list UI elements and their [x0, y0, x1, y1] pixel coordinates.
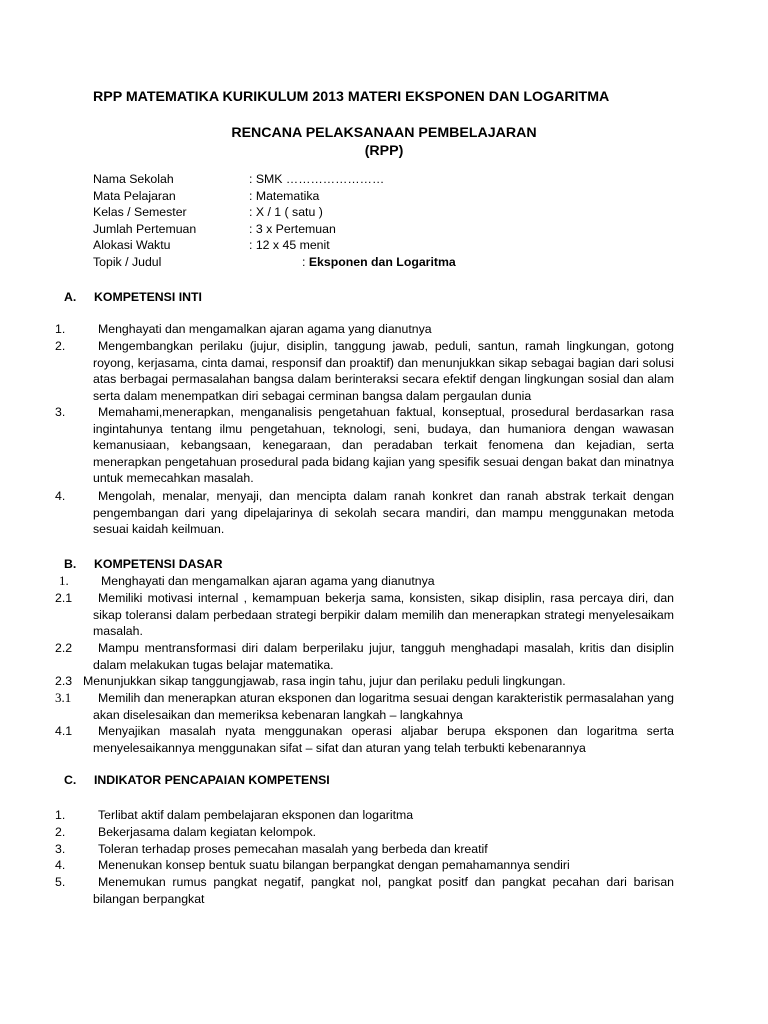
- list-item: [55, 857, 674, 874]
- identity-value-prefix: :: [302, 254, 309, 269]
- identity-label: Mata Pelajaran: [93, 188, 176, 203]
- item-text: Menunjukkan sikap tanggungjawab, rasa ingin tahu, jujur dan perilaku peduli lingkungan.: [83, 674, 566, 688]
- item-text: Terlibat aktif dalam pembelajaran eksponen dan logaritma: [98, 808, 414, 822]
- list-item: [55, 723, 674, 756]
- item-number: 5.: [55, 875, 66, 889]
- section-b-heading: [64, 556, 222, 573]
- item-text: Menemukan rumus pangkat negatif, pangkat nol, pangkat positf dan pangkat pecahan dari barisan bilangan berpangkat: [93, 875, 674, 906]
- item-text: Menyajikan masalah nyata menggunakan operasi aljabar berupa eksponen dan logaritma serta menyelesaikannya menggunakan sifat – sifat dan aturan yang telah terbukti kebenarannya: [93, 724, 674, 755]
- identity-label: Nama Sekolah: [93, 172, 174, 186]
- item-number: 2.1: [55, 591, 73, 605]
- list-item: [55, 690, 674, 723]
- identity-value: : 12 x 45 menit: [249, 238, 330, 252]
- section-title: KOMPETENSI INTI: [94, 290, 202, 304]
- item-number: 1.: [55, 808, 66, 822]
- item-number: 3.: [55, 842, 66, 856]
- item-number: 2.: [55, 825, 66, 839]
- item-number: 3.: [55, 405, 66, 419]
- list-item: [55, 841, 674, 858]
- item-number: 2.3: [55, 674, 73, 688]
- identity-label: Alokasi Waktu: [93, 238, 171, 252]
- item-text: Memiliki motivasi internal , kemampuan bekerja sama, konsisten, sikap disiplin, rasa percaya diri, dan sikap toleransi dalam perbedaan strategi berpikir dalam memilih dan menerapkan strategi menyelesaikam masalah.: [93, 591, 674, 638]
- list-item: [55, 673, 674, 690]
- item-number: 1.: [59, 573, 69, 588]
- list-item: [55, 640, 674, 673]
- item-number: 4.1: [55, 724, 73, 738]
- item-text: Toleran terhadap proses pemecahan masalah yang berbeda dan kreatif: [98, 842, 488, 856]
- item-number: 4.: [55, 489, 66, 503]
- identity-value: [302, 254, 456, 271]
- item-text: Bekerjasama dalam kegiatan kelompok.: [98, 825, 317, 839]
- item-number: 1.: [55, 322, 66, 336]
- item-number: 3.1: [55, 690, 72, 705]
- item-text: Menenukan konsep bentuk suatu bilangan berpangkat dengan pemahamannya sendiri: [98, 858, 570, 872]
- section-c-heading: [64, 772, 330, 789]
- item-number: 2.2: [55, 641, 73, 655]
- item-number: 2.: [55, 339, 66, 353]
- section-title: INDIKATOR PENCAPAIAN KOMPETENSI: [94, 773, 330, 787]
- identity-value: : SMK ……………………: [249, 172, 385, 186]
- item-text: Menghayati dan mengamalkan ajaran agama yang dianutnya: [101, 574, 435, 588]
- identity-label: Jumlah Pertemuan: [93, 221, 197, 236]
- list-item: [55, 590, 674, 640]
- item-text: Memilih dan menerapkan aturan eksponen dan logaritma sesuai dengan karakteristik permasalahan yang akan diselesaikan dan memeriksa kebenaran langkah – langkahnya: [93, 691, 674, 722]
- list-item: [55, 404, 674, 487]
- item-text: Menghayati dan mengamalkan ajaran agama yang dianutnya: [98, 322, 432, 336]
- document-title: RPP MATEMATIKA KURIKULUM 2013 MATERI EKSPONEN DAN LOGARITMA: [93, 89, 610, 105]
- list-item: [55, 573, 674, 590]
- list-item: [55, 321, 674, 338]
- identity-value: : 3 x Pertemuan: [249, 221, 336, 236]
- list-item: [55, 488, 674, 538]
- section-letter: A.: [64, 290, 77, 304]
- item-text: Mengolah, menalar, menyaji, dan mencipta dalam ranah konkret dan ranah abstrak terkait dengan pengembangan dari yang dipelajarinya di sekolah secara mandiri, dan mampu menggunakan metoda sesuai kaidah keilmuan.: [93, 489, 674, 536]
- item-text: Mengembangkan perilaku (jujur, disiplin, tanggung jawab, peduli, santun, ramah lingkungan, gotong royong, kerjasama, cinta damai, responsif dan proaktif) dan menunjukkan sikap sebagai bagian dari solusi atas berbagai permasalahan bangsa dalam berinteraksi secara efektif dengan lingkungan sosial dan alam serta dalam menempatkan diri sebagai cerminan bangsa dalam pergaulan dunia: [93, 339, 674, 403]
- list-item: [55, 807, 674, 824]
- identity-value: : Matematika: [249, 188, 320, 203]
- section-letter: C.: [64, 773, 77, 787]
- identity-label: Kelas / Semester: [93, 205, 187, 219]
- list-item: [55, 824, 674, 841]
- item-number: 4.: [55, 858, 66, 872]
- identity-value: : X / 1 ( satu ): [249, 205, 323, 219]
- identity-label: Topik / Judul: [93, 254, 162, 269]
- section-title: KOMPETENSI DASAR: [94, 557, 223, 571]
- list-item: [55, 338, 674, 404]
- rpp-title: RENCANA PELAKSANAAN PEMBELAJARAN: [231, 125, 537, 141]
- rpp-abbreviation: (RPP): [364, 143, 404, 159]
- section-letter: B.: [64, 557, 77, 571]
- topic-title: Eksponen dan Logaritma: [308, 254, 456, 269]
- section-a-heading: [64, 289, 202, 306]
- item-text: Memahami,menerapkan, menganalisis pengetahuan faktual, konseptual, prosedural berdasarkan rasa ingintahunya tentang ilmu pengetahuan, teknologi, seni, budaya, dan humaniora dengan wawasan kemanusiaan, kebangsaan, kenegaraan, dan peradaban terkait fenomena dan kejadian, serta menerapkan pengetahuan prosedural pada bidang kajian yang spesifik sesuai dengan bakat dan minatnya untuk memecahkan masalah.: [93, 405, 674, 485]
- list-item: [55, 874, 674, 907]
- item-text: Mampu mentransformasi diri dalam berperilaku jujur, tangguh menghadapi masalah, kritis dan disiplin dalam melakukan tugas belajar matematika.: [93, 641, 674, 672]
